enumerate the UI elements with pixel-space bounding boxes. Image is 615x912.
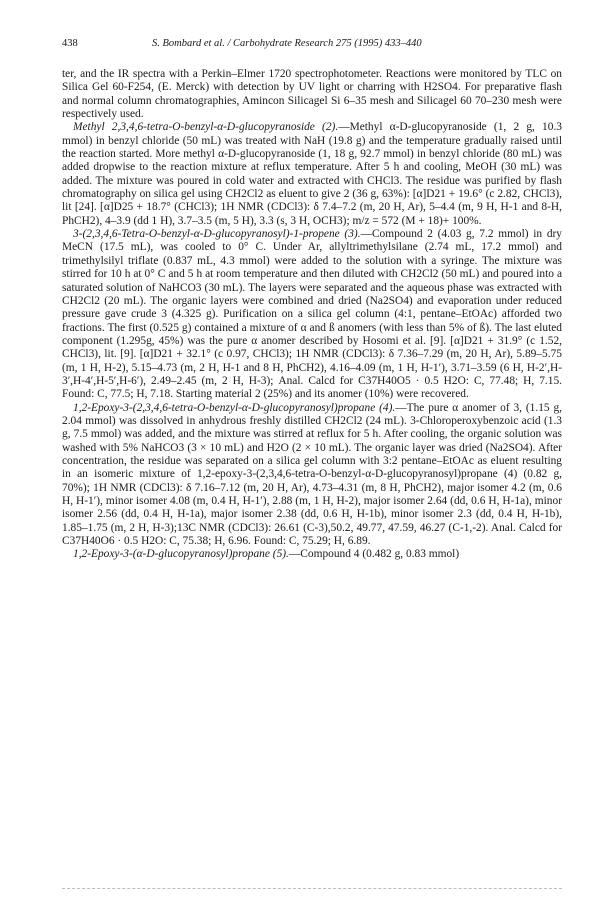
paragraph-compound-5	[62, 548, 562, 561]
paragraph-compound-4	[62, 402, 562, 549]
paragraph-compound-2	[62, 121, 562, 228]
paragraph-text: ter, and the IR spectra with a Perkin–Elmer 1720 spectrophotometer. Reactions were monitored by TLC on Silica Gel 60-F254, (E. Merck) with detection by UV light or charring with H2SO4. For preparative flash and normal column chromatographies, Amincon Silicagel Si 6–35 mesh and Silicagel 60 70–230 mesh were respectively used.	[62, 68, 562, 121]
paragraph-text: —Compound 2 (4.03 g, 7.2 mmol) in dry MeCN (17.5 mL), was cooled to 0° C. Under Ar, allyltrimethylsilane (2.74 mL, 17.2 mmol) and trimethylsilyl triflate (0.837 mL, 4.3 mmol) were added to the solution with a syringe. The mixture was stirred for 10 h at 0° C and 5 h at room temperature and then diluted with CH2Cl2 (50 mL) and poured into a saturated solution of NaHCO3 (30 mL). The layers were separated and the aqueous phase was extracted with CH2Cl2 (20 mL). The organic layers were combined and dried (Na2SO4) and evaporation under reduced pressure gave crude 3 (4.325 g). Purification on a silica gel column (4:1, pentane–EtOAc) afforded two fractions. The first (0.525 g) contained a mixture of α and ß anomers (with less than 5% of ß). The last eluted component (1.295g, 45%) was the pure α anomer described by Hosomi et al. [9]. [α]D21 + 31.9° (c 1.52, CHCl3), lit. [9]. [α]D21 + 32.1° (c 0.97, CHCl3); 1H NMR (CDCl3): δ 7.36–7.29 (m, 20 H, Ar), 5.89–5.75 (m, 1 H, H-2), 5.15–4.73 (m, 2 H, H-1 and 8 H, PhCH2), 4.16–4.09 (m, 1 H, H-1′), 3.71–3.59 (6 H, H-2′,H-3′,H-4′,H-5′,H-6′), 2.49–2.45 (m, 2 H, H-3); Anal. Calcd for C37H40O5 · 0.5 H2O: C, 77.48; H, 7.15. Found: C, 77.5; H, 7.18. Starting material 2 (25%) and its anomer (10%) were recovered.	[62, 228, 563, 401]
page-header	[62, 38, 562, 54]
paragraph-text: —Compound 4 (0.482 g, 0.83 mmol)	[288, 548, 460, 561]
paragraph-compound-3	[62, 228, 562, 401]
compound-title: 1,2-Epoxy-3-(α-D-glucopyranosyl)propane (5).	[73, 548, 289, 561]
paragraph-methods-intro	[62, 68, 562, 121]
footer-rule	[62, 888, 562, 889]
paragraph-text: —Methyl α-D-glucopyranoside (1, 2 g, 10.3 mmol) in benzyl chloride (50 mL) was treated with NaH (19.8 g) and the temperature gradually raised until the reaction started. More methyl α-D-glucopyranoside (1, 18 g, 92.7 mmol) in benzyl chloride (80 mL) was added dropwise to the reaction mixture at reflux temperature. After 5 h and cooling, MeOH (30 mL) was added. The mixture was poured in cold water and extracted with CHCl3. The residue was purified by flash chromatography on silica gel using CH2Cl2 as eluent to give 2 (36 g, 63%): [α]D21 + 19.6° (c 2.82, CHCl3), lit [24]. [α]D25 + 18.7° (CHCl3); 1H NMR (CDCl3): δ 7.4–7.2 (m, 20 H, Ar), 5–4.4 (m, 9 H, H-1 and 8-H, PhCH2), 4–3.9 (dd 1 H), 3.7–3.5 (m, 5 H), 3.3 (s, 3 H, OCH3); m/z = 572 (M + 18)+ 100%.	[62, 121, 562, 227]
article-body	[62, 68, 562, 562]
running-head: S. Bombard et al. / Carbohydrate Research 275 (1995) 433–440	[152, 38, 422, 49]
page-number: 438	[62, 38, 78, 49]
compound-title: 1,2-Epoxy-3-(2,3,4,6-tetra-O-benzyl-α-D-glucopyranosyl)propane (4).	[73, 401, 396, 414]
compound-title: 3-(2,3,4,6-Tetra-O-benzyl-α-D-glucopyranosyl)-1-propene (3).	[73, 228, 361, 241]
paragraph-text: —The pure α anomer of 3, (1.15 g, 2.04 mmol) was dissolved in anhydrous freshly distilled CH2Cl2 (24 mL). 3-Chloroperoxybenzoic acid (1.3 g, 7.5 mmol) was added, and the mixture was stirred at reflux for 5 h. After cooling, the organic solution was washed with 5% NaHCO3 (3 × 10 mL) and H2O (2 × 10 mL). The organic layer was dried (Na2SO4). After concentration, the residue was separated on a silica gel column with 3:2 pentane–EtOAc as eluent resulting in an isomeric mixture of 1,2-epoxy-3-(2,3,4,6-tetra-O-benzyl-α-D-glucopyranosyl)propane (4) (0.82 g, 70%); 1H NMR (CDCl3): δ 7.16–7.12 (m, 20 H, Ar), 4.73–4.31 (m, 8 H, PhCH2), major isomer 4.2 (m, 0.6 H, H-1′), minor isomer 4.08 (m, 0.4 H, H-1′), 2.88 (m, 1 H, H-2), major isomer 2.64 (dd, 0.6 H, H-1a), minor isomer 2.56 (dd, 0.4 H, H-1a), major isomer 2.38 (dd, 0.6 H, H-1b), minor isomer 2.3 (dd, 0.4 H, H-1b), 1.85–1.75 (m, 2 H, H-3);13C NMR (CDCl3): 26.61 (C-3),50.2, 49.77, 47.59, 46.27 (C-1,-2). Anal. Calcd for C37H40O6 · 0.5 H2O: C, 75.38; H, 6.96. Found: C, 75.29; H, 6.89.	[62, 401, 563, 548]
compound-title: Methyl 2,3,4,6-tetra-O-benzyl-α-D-glucopyranoside (2).	[73, 121, 339, 134]
